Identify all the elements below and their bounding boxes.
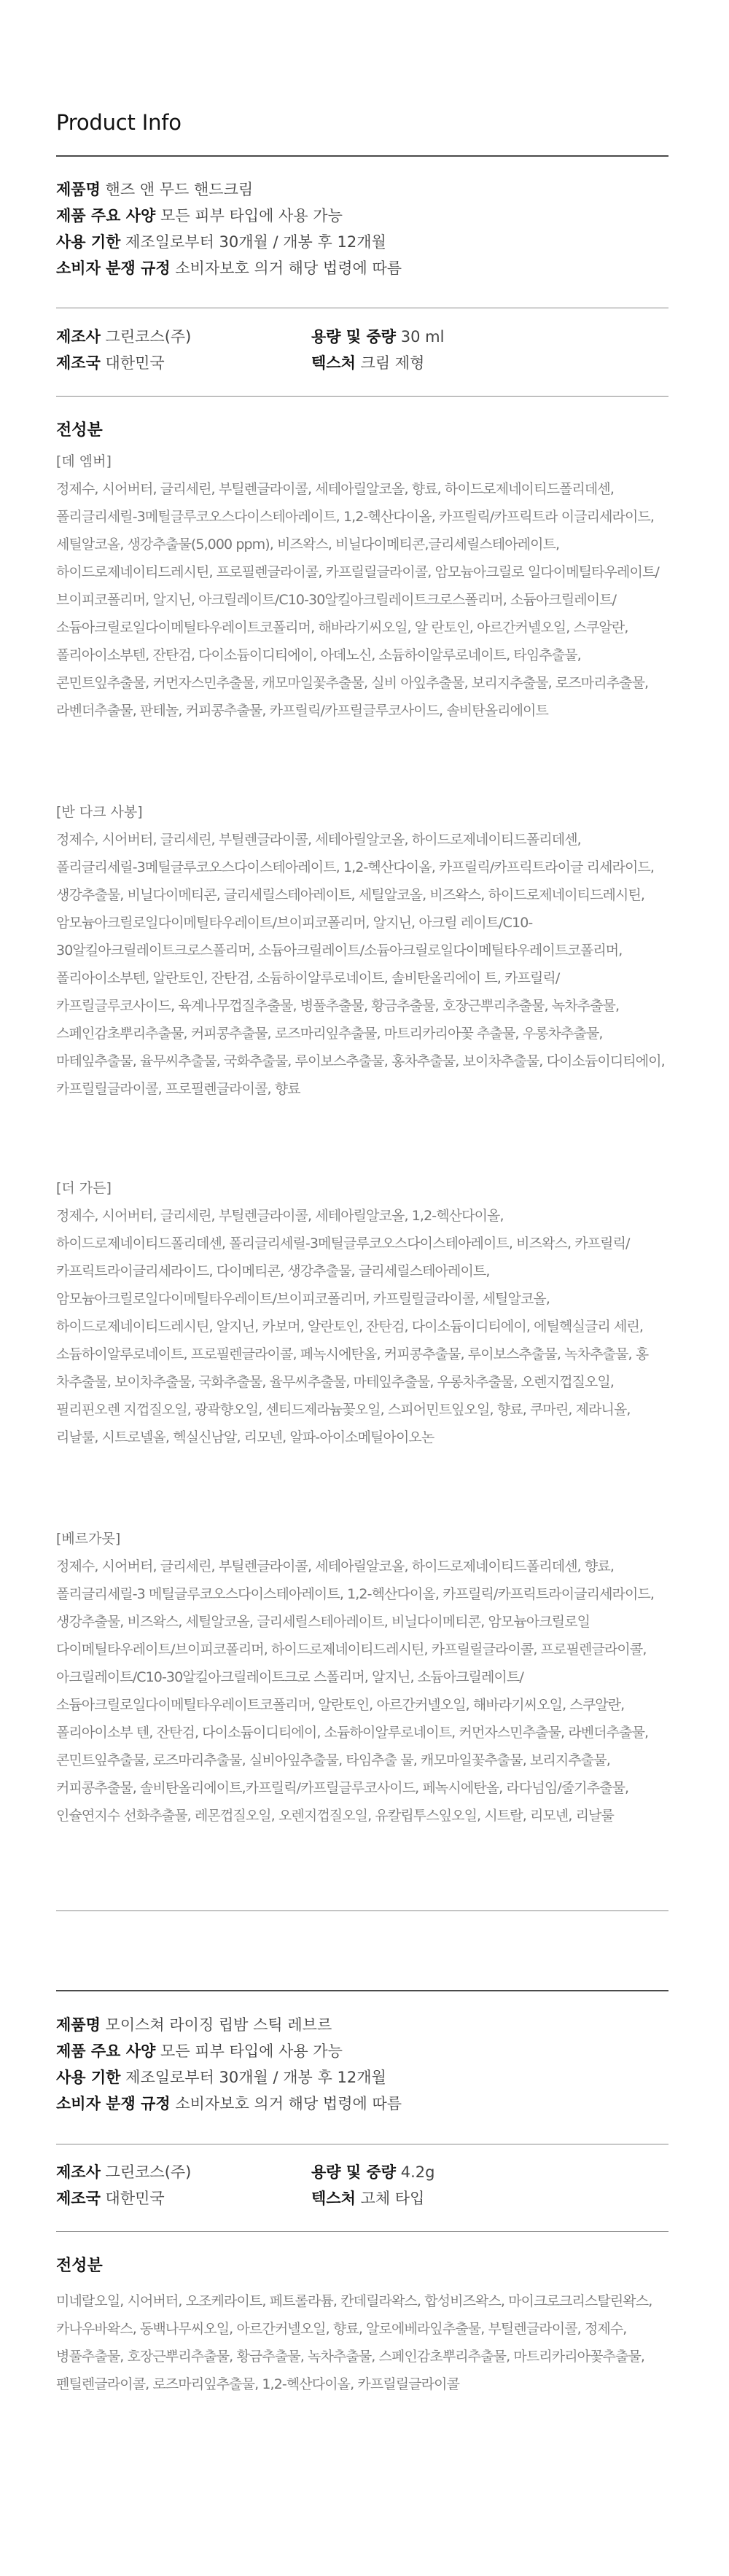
product2-spec: 제조사 그린코스(주) 용량 및 중량 4.2g 제조국 대한민국 텍스처 고체 타입 [56, 2163, 435, 2207]
ingredient-group-tag: [더 가든] [56, 1180, 112, 1196]
info-row-spec: 제품 주요 사양 모든 피부 타입에 사용 가능 [56, 207, 343, 225]
ingredient-list: 미네랄오일, 시어버터, 오조케라이트, 페트롤라튬, 칸데릴라왁스, 합성비즈왁스, 마이크로크리스탈린왁스, 카나우바왁스, 동백나무씨오일, 아르간커넬오일, 향료, 알로에베라잎추출물, 부틸렌글라이콜, 정제수, 병풀추출물, 호장근뿌리추출물, 황금추출물, 녹차추출물, 스페인감초뿌리추출물, 마트리카리아꽃추출물, 펜틸렌글라이콜, 로즈마리잎추출물, 1,2-헥산다이올, 카프릴릴글라이콜 [56, 2293, 652, 2392]
maker-value: 그린코스(주) [105, 328, 192, 346]
page-title: Product Info [56, 110, 182, 135]
title-divider [56, 155, 668, 157]
ingredient-group-tag: [베르가못] [56, 1531, 121, 1547]
maker-value: 그린코스(주) [105, 2163, 192, 2181]
country-value: 대한민국 [105, 2190, 165, 2207]
info-row-spec: 제품 주요 사양 모든 피부 타입에 사용 가능 [56, 2042, 343, 2060]
info-row-expiry: 사용 기한 제조일로부터 30개월 / 개봉 후 12개월 [56, 233, 386, 251]
section-end-divider [56, 1910, 668, 1911]
volume-value: 4.2g [400, 2163, 435, 2181]
ingredient-group-tag: [반 다크 사봉] [56, 804, 143, 820]
product1-info [56, 176, 668, 281]
texture-value: 크림 제형 [360, 354, 425, 372]
ingredients-title: 전성분 [56, 2257, 103, 2275]
info-row-dispute: 소비자 분쟁 규정 소비자보호 의거 해당 법령에 따름 [56, 259, 402, 277]
ingredient-list: 정제수, 시어버터, 글리세린, 부틸렌글라이콜, 세테아릴알코올, 1,2-헥산다이올, 하이드로제네이티드폴리데센, 폴리글리세릴-3메틸글루코오스다이스테아레이트, 비즈왁스, 카프릴릭/카프릭트라이글리세라이드, 다이메티콘, 생강추출물, 글리세릴스테아레이트, 암모늄아크릴로일다이메틸타우레이트/브이피코폴리머, 카프릴릴글라이콜, 세틸알코올, 하이드로제네이티드레시틴, 알지닌, 카보머, 알란토인, 잔탄검, 다이소듐이디티에이, 에틸헥실글리 세린, 소듐하이알루로네이트, 프로필렌글라이콜, 페녹시에탄올, 커피콩추출물, 루이보스추출물, 녹차추출물, 홍 차추출물, 보이차추출물, 국화추출물, 율무씨추출물, 마테잎추출물, 우롱차추출물, 오렌지껍질오일, 필리핀오렌 지껍질오일, 광곽향오일, 센티드제라늄꽃오일, 스피어민트잎오일, 향료, 쿠마린, 제라니올, 리날룰, 시트로넬올, 헥실신남알, 리모넨, 알파-아이소메틸아이오논 [56, 1208, 649, 1445]
ingredients-title: 전성분 [56, 421, 103, 440]
volume-value: 30 ml [400, 328, 445, 346]
divider [56, 2231, 668, 2232]
product1-spec: 제조사 그린코스(주) 용량 및 중량 30 ml 제조국 대한민국 텍스처 크림 제형 [56, 328, 445, 372]
product2-top-divider [56, 1990, 668, 1991]
product2-info [56, 2012, 668, 2117]
ingredient-list: 정제수, 시어버터, 글리세린, 부틸렌글라이콜, 세테아릴알코올, 하이드로제네이티드폴리데센, 향료, 폴리글리세릴-3 메틸글루코오스다이스테아레이트, 1,2-헥산다이올, 카프릴릭/카프릭트라이글리세라이드, 생강추출물, 비즈왁스, 세틸알코올, 글리세릴스테아레이트, 비닐다이메티콘, 암모늄아크릴로일 다이메틸타우레이트/브이피코폴리머, 하이드로제네이티드레시틴, 카프릴릴글라이콜, 프로필렌글라이콜, 아크릴레이트/C10-30알킬아크릴레이트크로 스폴리머, 알지닌, 소듐아크릴레이트/소듐아크릴로일다이메틸타우레이트코폴리머, 알란토인, 아르간커넬오일, 해바라기씨오일, 스쿠알란,폴리아이소부 텐, 잔탄검, 다이소듐이디티에이, 소듐하이알루로네이트, 커먼자스민추출물, 라벤더추출물, 콘민트잎추출물, 로즈마리추출물, 실비아잎추출물, 타임추출 물, 캐모마일꽃추출물, 보리지추출물, 커피콩추출물, 솔비탄올리에이트,카프릴릭/카프릴글루코사이드, 페녹시에탄올, 라다넘임/줄기추출물, 인슐연지수 선화추출물, 레몬껍질오일, 오렌지껍질오일, 유칼립투스잎오일, 시트랄, 리모넨, 리날룰 [56, 1558, 655, 1824]
ingredient-group-bergamot [56, 1525, 668, 1830]
ingredient-group-de-amber [56, 448, 668, 725]
ingredient-list: 정제수, 시어버터, 글리세린, 부틸렌글라이콜, 세테아릴알코올, 하이드로제네이티드폴리데센, 폴리글리세릴-3메틸글루코오스다이스테아레이트, 1,2-헥산다이올, 카프릴릭/카프릭트라이글 리세라이드, 생강추출물, 비닐다이메티콘, 글리세릴스테아레이트, 세틸알코올, 비즈왁스, 하이드로제네이티드레시틴, 암모늄아크릴로일다이메틸타우레이트/브이피코폴리머, 알지닌, 아크릴 레이트/C10-30알킬아크릴레이트크로스폴리머, 소듐아크릴레이트/소듐아크릴로일다이메틸타우레이트코폴리머, 폴리아이소부텐, 알란토인, 잔탄검, 소듐하이알루로네이트, 솔비탄올리에이 트, 카프릴릭/카프릴글루코사이드, 육계나무껍질추출물, 병풀추출물, 황금추출물, 호장근뿌리추출물, 녹차추출물, 스페인감초뿌리추출물, 커피콩추출물, 로즈마리잎추출물, 마트리카리아꽃 추출물, 우롱차추출물, 마테잎추출물, 율무씨추출물, 국화추출물, 루이보스추출물, 홍차추출물, 보이차추출물, 다이소듐이디티에이, 카프릴릴글라이콜, 프로필렌글라이콜, 향료 [56, 832, 665, 1097]
ingredient-group-the-garden [56, 1174, 668, 1451]
info-row-name: 제품명 모이스쳐 라이징 립밤 스틱 레브르 [56, 2016, 332, 2034]
ingredient-group-van-dark-savon [56, 798, 668, 1103]
texture-value: 고체 타입 [360, 2190, 425, 2207]
ingredient-group-lipbalm [56, 2287, 668, 2398]
ingredient-list: 정제수, 시어버터, 글리세린, 부틸렌글라이콜, 세테아릴알코올, 향료, 하이드로제네이티드폴리데센, 폴리글리세릴-3메틸글루코오스다이스테아레이트, 1,2-헥산다이올, 카프릴릭/카프릭트라 이글리세라이드, 세틸알코올, 생강추출물(5,000 ppm), 비즈왁스, 비닐다이메티콘,글리세릴스테아레이트, 하이드로제네이티드레시틴, 프로필렌글라이콜, 카프릴릴글라이콜, 암모늄아크릴로 일다이메틸타우레이트/브이피코폴리머, 알지닌, 아크릴레이트/C10-30알킬아크릴레이트크로스폴리머, 소듐아크릴레이트/소듐아크릴로일다이메틸타우레이트코폴리머, 해바라기씨오일, 알 란토인, 아르간커넬오일, 스쿠알란, 폴리아이소부텐, 잔탄검, 다이소듐이디티에이, 아데노신, 소듐하이알루로네이트, 타임추출물, 콘민트잎추출물, 커먼자스민추출물, 캐모마일꽃추출물, 실비 아잎추출물, 보리지추출물, 로즈마리추출물, 라벤더추출물, 판테놀, 커피콩추출물, 카프릴릭/카프릴글루코사이드, 솔비탄올리에이트 [56, 481, 659, 719]
info-row-dispute: 소비자 분쟁 규정 소비자보호 의거 해당 법령에 따름 [56, 2095, 402, 2112]
country-value: 대한민국 [105, 354, 165, 372]
info-row-expiry: 사용 기한 제조일로부터 30개월 / 개봉 후 12개월 [56, 2069, 386, 2086]
divider [56, 396, 668, 397]
ingredient-group-tag: [데 엠버] [56, 453, 112, 469]
info-row-name: 제품명 핸즈 앤 무드 핸드크림 [56, 181, 254, 198]
